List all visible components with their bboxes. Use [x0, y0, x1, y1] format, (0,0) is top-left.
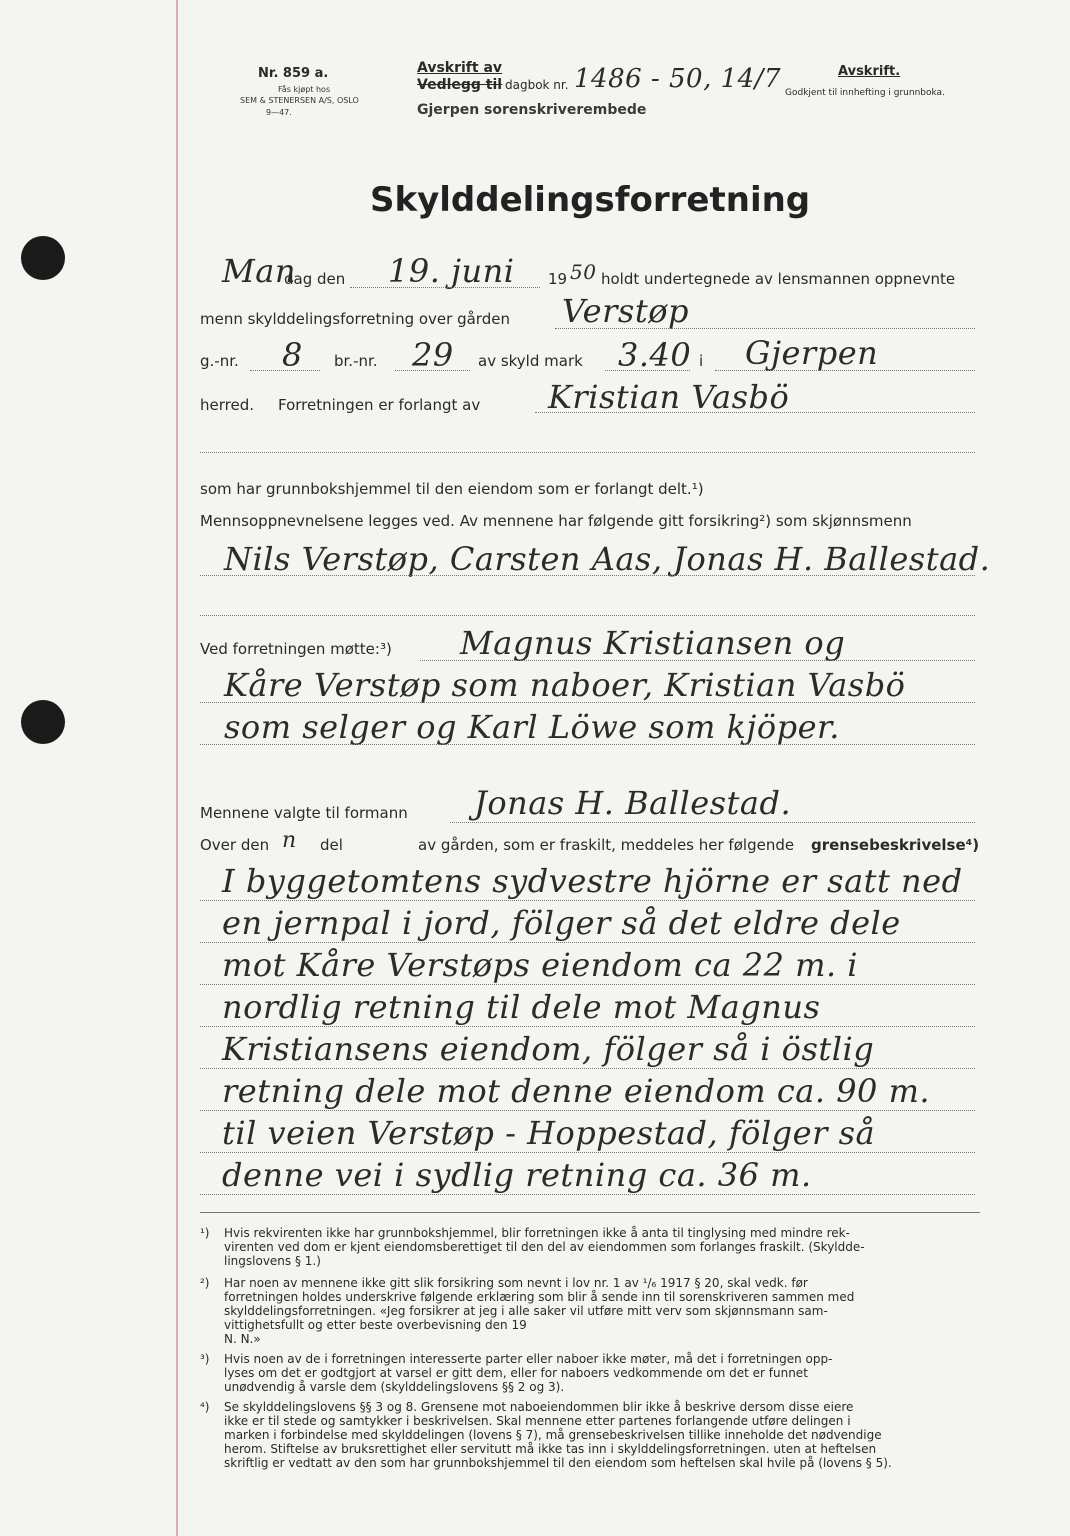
- boundary-line: retning dele mot denne eiendom ca. 90 m.: [222, 1072, 931, 1110]
- dotline: [250, 370, 320, 371]
- dotline: [200, 1068, 975, 1069]
- godkjent-text: Godkjent til innhefting i grunnboka.: [785, 88, 945, 98]
- footnote-text: Hvis noen av de i forretningen interesserte parter eller naboer ikke møter, må det i forretningen opp- lyses om det er godtgjort at varsel er gitt dem, eller for naboers vedkommende om det er funnet unødvendig å varsle dem (skylddelingslovens §§ 2 og 3).: [224, 1352, 833, 1394]
- footnote-text: Se skylddelingslovens §§ 3 og 8. Grensene mot naboeiendommen blir ikke å beskrive dersom disse eiere ikke er til stede og samtykker i beskrivelsen. Skal mennene etter partenes forlangende utføre delingen i marken i forbindelse med skylddelingen (lovens § 7), må grensebeskrivelsen tillike inneholde det nødvendige herom. Stiftelse av bruksrettighet eller servitutt må ikke tas inn i skylddelingsforretningen. uten at heftelsen skriftlig er vedtatt av den som har grunnbokshjemmel til den eiendom som heftelsen skal hvile på (lovens § 5).: [224, 1400, 892, 1470]
- forlangt-label: Forretningen er forlangt av: [278, 396, 481, 414]
- stamp-avskrift-av: Avskrift av: [417, 60, 503, 76]
- dag-den-label: dag den: [284, 270, 346, 288]
- dotline: [200, 615, 975, 616]
- publisher-line2: SEM & STENERSEN A/S, OSLO: [240, 96, 359, 105]
- skyld-label: av skyld mark: [478, 352, 583, 370]
- year-handwritten: 50: [570, 260, 597, 284]
- farm-handwritten: Verstøp: [562, 292, 689, 330]
- mote-label: Ved forretningen møtte:³): [200, 640, 392, 658]
- dotline: [200, 1110, 975, 1111]
- punch-hole-top: [21, 236, 65, 280]
- dotline: [555, 328, 975, 329]
- dotline: [200, 702, 975, 703]
- dagbok-label: dagbok nr.: [505, 78, 569, 92]
- dotline: [535, 412, 975, 413]
- gnr-label: g.-nr.: [200, 352, 239, 370]
- dotline: [395, 370, 470, 371]
- boundary-line: til veien Verstøp - Hoppestad, fölger så: [222, 1114, 876, 1152]
- dotline: [715, 370, 975, 371]
- attend-hw-1: Magnus Kristiansen og: [460, 624, 846, 662]
- formann-label: Mennene valgte til formann: [200, 804, 408, 822]
- publisher-line1: Fås kjøpt hos: [278, 85, 331, 94]
- herred-handwritten: Gjerpen: [745, 334, 879, 372]
- av-garden-label: av gården, som er fraskilt, meddeles her følgende: [418, 836, 795, 854]
- dotline: [200, 575, 975, 576]
- formann-handwritten: Jonas H. Ballestad.: [474, 784, 792, 822]
- del-label: del: [320, 836, 343, 854]
- footnote-rule: [200, 1212, 980, 1213]
- boundary-line: nordlig retning til dele mot Magnus: [222, 988, 821, 1026]
- footnote-number: ²): [200, 1276, 210, 1290]
- boundary-line: I byggetomtens sydvestre hjörne er satt ned: [222, 862, 963, 900]
- dotline: [200, 1026, 975, 1027]
- attend-hw-2: Kåre Verstøp som naboer, Kristian Vasbö: [224, 666, 906, 704]
- bnr-handwritten: 29: [412, 336, 454, 374]
- year-prefix: 19: [548, 270, 568, 288]
- grense-word: grensebeskrivelse: [811, 836, 966, 854]
- gnr-handwritten: 8: [282, 336, 303, 374]
- dotline: [200, 942, 975, 943]
- over-handwritten: n: [282, 828, 297, 853]
- document-title: Skylddelingsforretning: [370, 180, 811, 220]
- bnr-label: br.-nr.: [334, 352, 378, 370]
- dotline: [200, 452, 975, 453]
- publisher-line3: 9—47.: [266, 108, 292, 117]
- dotline: [350, 287, 540, 288]
- dotline: [200, 900, 975, 901]
- i-label: i: [699, 352, 704, 370]
- boundary-line: denne vei i sydlig retning ca. 36 m.: [222, 1156, 812, 1194]
- herred-label: herred.: [200, 396, 254, 414]
- form-number: Nr. 859 a.: [258, 66, 329, 81]
- requester-handwritten: Kristian Vasbö: [548, 378, 790, 416]
- grense-label: [811, 836, 979, 854]
- footnote-text: Har noen av mennene ikke gitt slik forsikring som nevnt i lov nr. 1 av ¹/₆ 1917 § 20, skal vedk. før forretningen holdes underskrive følgende erklæring som blir å sende inn til sorenskriveren sammen med skylddelingsforretningen. «Jeg forsikrer at jeg i alle saker vil utføre mitt verv som skjønnsmann sam- vittighetsfullt og etter beste overbevisning den 19 N. N.»: [224, 1276, 855, 1346]
- footnote-number: ⁴): [200, 1400, 210, 1414]
- stamp-vedlegg-til: Vedlegg til: [417, 77, 503, 93]
- footnote-number: ¹): [200, 1226, 210, 1240]
- attend-hw-3: som selger og Karl Löwe som kjöper.: [224, 708, 840, 746]
- footnote-text: Hvis rekvirenten ikke har grunnbokshjemmel, blir forretningen ikke å anta til tinglysing med mindre rek- virenten ved dom er kjent eiendomsberettiget til den del av eiendommen som forlanges fraskilt. (Skyldde- lingslovens § 1.): [224, 1226, 865, 1268]
- holdt-label: holdt undertegnede av lensmannen oppnevnte: [601, 270, 956, 288]
- menn-label: menn skylddelingsforretning over gården: [200, 310, 510, 328]
- day-handwritten: Man: [222, 252, 296, 290]
- dotline: [200, 1194, 975, 1195]
- office-stamp: Gjerpen sorenskriverembede: [417, 102, 647, 118]
- boundary-line: mot Kåre Verstøps eiendom ca 22 m. i: [222, 946, 859, 984]
- punch-hole-bottom: [21, 700, 65, 744]
- over-den-label: Over den: [200, 836, 270, 854]
- dotline: [200, 984, 975, 985]
- dotline: [200, 744, 975, 745]
- dotline: [200, 1152, 975, 1153]
- grense-sup: ⁴): [965, 836, 980, 854]
- grunnbok-text: som har grunnbokshjemmel til den eiendom som er forlangt delt.¹): [200, 480, 704, 498]
- dotline: [605, 370, 690, 371]
- date-handwritten: 19. juni: [388, 252, 515, 290]
- boundary-line: Kristiansens eiendom, fölger så i östlig: [222, 1030, 875, 1068]
- men-handwritten: Nils Verstøp, Carsten Aas, Jonas H. Ballestad.: [224, 540, 991, 578]
- menns-text: Mennsoppnevnelsene legges ved. Av mennene har følgende gitt forsikring²) som skjønnsmenn: [200, 512, 912, 530]
- dotline: [420, 660, 975, 661]
- skyld-handwritten: 3.40: [618, 336, 692, 374]
- avskrift-label: Avskrift.: [838, 64, 901, 79]
- footnote-number: ³): [200, 1352, 210, 1366]
- dotline: [450, 822, 975, 823]
- boundary-line: en jernpal i jord, fölger så det eldre dele: [222, 904, 901, 942]
- margin-line: [176, 0, 178, 1536]
- dagbok-value: 1486 - 50, 14/7: [574, 64, 781, 94]
